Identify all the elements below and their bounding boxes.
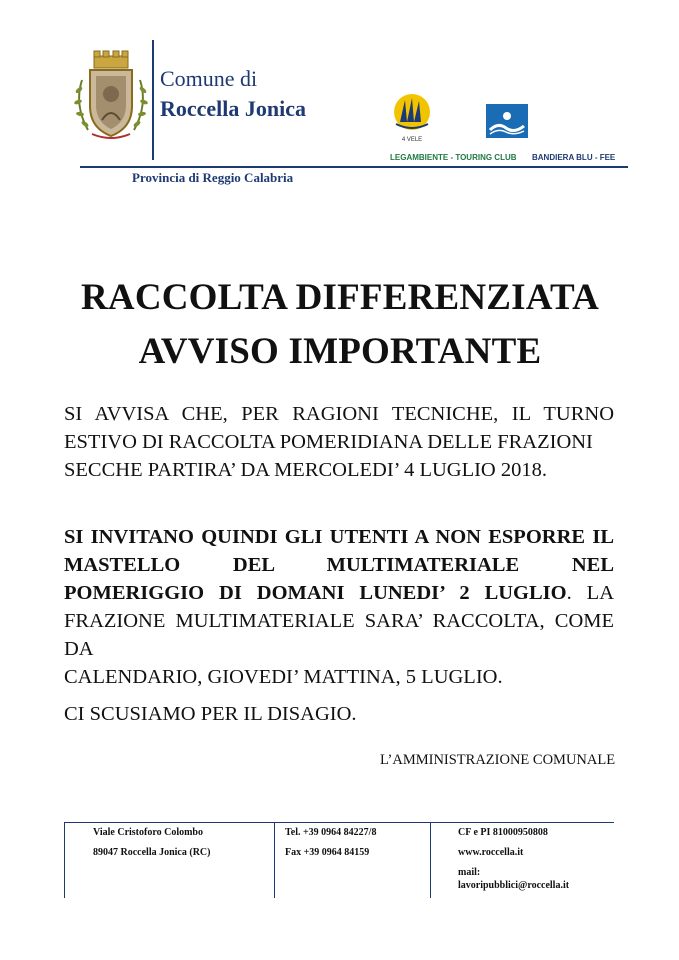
fax-number: Fax +39 0964 84159 xyxy=(285,847,370,858)
paragraph-1-last-line: SECCHE PARTIRA’ DA MERCOLEDI’ 4 LUGLIO 2018. xyxy=(64,459,547,481)
address-city: 89047 Roccella Jonica (RC) xyxy=(93,847,211,858)
coat-of-arms-logo xyxy=(72,50,150,142)
comune-name: Roccella Jonica xyxy=(160,96,307,121)
footer-address-column xyxy=(64,823,275,898)
four-sails-label: 4 VELE xyxy=(401,137,423,143)
paragraph-2-text: . LA FRAZIONE MULTIMATERIALE SARA’ RACCOLTA, COME DA xyxy=(64,582,615,660)
phone-number: Tel. +39 0964 84227/8 xyxy=(285,827,377,838)
paragraph-2-last-line: CALENDARIO, GIOVEDI’ MATTINA, 5 LUGLIO. xyxy=(64,666,503,688)
mail-label: mail: xyxy=(458,867,481,878)
website-link[interactable]: www.roccella.it xyxy=(458,847,524,858)
apology-text: CI SCUSIAMO PER IL DISAGIO. xyxy=(64,703,357,725)
notice-title-line1: RACCOLTA DIFFERENZIATA xyxy=(80,277,600,318)
legambiente-label: LEGAMBIENTE - TOURING CLUB xyxy=(390,153,517,162)
notice-paragraph-1 xyxy=(64,400,614,484)
tax-code: CF e PI 81000950808 xyxy=(458,827,548,838)
header-divider-horizontal xyxy=(80,166,628,168)
footer-contacts xyxy=(64,822,614,898)
bandiera-blu-label: BANDIERA BLU - FEE xyxy=(532,153,616,162)
notice-title-line2: AVVISO IMPORTANTE xyxy=(138,331,542,372)
footer-phone-column xyxy=(274,823,431,898)
footer-info-column xyxy=(430,823,615,898)
signature: L’AMMINISTRAZIONE COMUNALE xyxy=(380,752,616,768)
provincia-label: Provincia di Reggio Calabria xyxy=(132,170,294,185)
email-link[interactable]: lavoripubblici@roccella.it xyxy=(458,880,570,891)
comune-di-label: Comune di xyxy=(160,66,258,91)
paragraph-2-bold-text: SI INVITANO QUINDI GLI UTENTI A NON ESPORRE IL MASTELLO DEL MULTIMATERIALE NEL POMERIGGIO DI DOMANI LUNEDI’ 2 LUGLIO xyxy=(64,526,614,604)
address-street: Viale Cristoforo Colombo xyxy=(93,827,203,838)
header-divider-vertical xyxy=(152,40,154,160)
notice-paragraph-2 xyxy=(64,523,614,691)
blue-flag-logo xyxy=(486,104,528,138)
paragraph-1-text: SI AVVISA CHE, PER RAGIONI TECNICHE, IL TURNO ESTIVO DI RACCOLTA POMERIDIANA DELLE FRAZIONI xyxy=(64,403,614,453)
four-sails-logo xyxy=(392,92,432,138)
